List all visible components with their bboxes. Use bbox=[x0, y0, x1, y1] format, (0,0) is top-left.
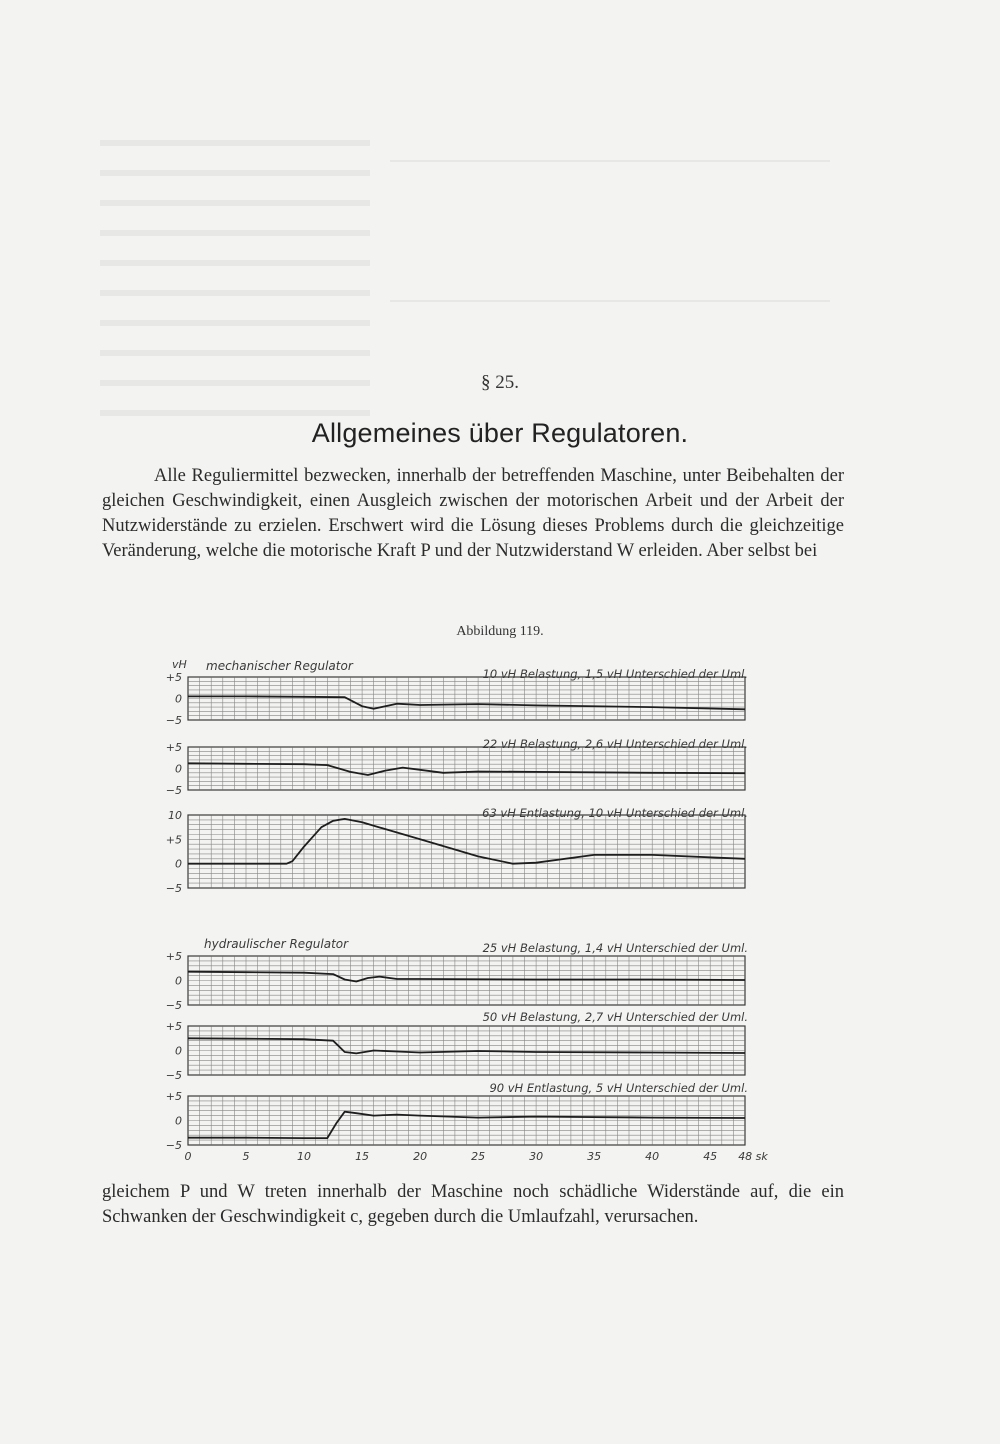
y-tick-label: 0 bbox=[175, 1114, 182, 1128]
y-tick-label: +5 bbox=[165, 1020, 182, 1033]
y-tick-label: +5 bbox=[165, 833, 182, 847]
paragraph-2: gleichem P und W treten innerhalb der Maschine noch schädliche Widerstände auf, die ein Schwanken der Geschwindigkeit c, gegeben durch die Umlaufzahl, verursachen. bbox=[102, 1182, 844, 1227]
y-tick-label: +5 bbox=[165, 741, 182, 754]
group-label: mechanischer Regulator bbox=[206, 659, 353, 673]
y-tick-label: 0 bbox=[175, 762, 182, 776]
panel-annotation: 50 vH Belastung, 2,7 vH Unterschied der Uml. bbox=[482, 1010, 748, 1024]
y-tick-label: 0 bbox=[175, 974, 182, 988]
section-number: § 25. bbox=[481, 372, 519, 393]
panel-gridlines bbox=[188, 815, 745, 888]
y-unit-label: vH bbox=[172, 658, 187, 671]
x-tick-label: 35 bbox=[587, 1150, 602, 1163]
panel-annotation: 22 vH Belastung, 2,6 vH Unterschied der Uml. bbox=[482, 737, 748, 751]
panel-annotation: 25 vH Belastung, 1,4 vH Unterschied der Uml. bbox=[482, 941, 748, 955]
y-tick-label: −5 bbox=[165, 882, 182, 895]
figure-caption: Abbildung 119. bbox=[456, 624, 544, 639]
y-tick-label: 0 bbox=[175, 692, 182, 706]
y-tick-label: −5 bbox=[165, 1069, 182, 1082]
group-label: hydraulischer Regulator bbox=[204, 937, 349, 951]
x-tick-label: 20 bbox=[413, 1150, 428, 1163]
x-tick-label: 48 sk bbox=[738, 1150, 768, 1163]
x-tick-label: 5 bbox=[242, 1150, 250, 1163]
y-tick-label: −5 bbox=[165, 784, 182, 797]
y-tick-label: +5 bbox=[165, 1090, 182, 1103]
y-tick-label: −5 bbox=[165, 1139, 182, 1152]
x-tick-label: 10 bbox=[297, 1150, 312, 1163]
y-tick-label: +5 bbox=[165, 950, 182, 963]
y-tick-label: 10 bbox=[168, 809, 182, 822]
panel-gridlines bbox=[188, 747, 745, 790]
x-tick-label: 15 bbox=[355, 1150, 370, 1163]
x-tick-label: 45 bbox=[703, 1150, 718, 1163]
panel-annotation: 63 vH Entlastung, 10 vH Unterschied der Uml. bbox=[482, 806, 748, 820]
y-tick-label: +5 bbox=[165, 671, 182, 684]
x-tick-label: 0 bbox=[184, 1150, 192, 1163]
x-tick-label: 25 bbox=[471, 1150, 486, 1163]
panel-gridlines bbox=[188, 956, 745, 1005]
panel-gridlines bbox=[188, 677, 745, 720]
x-tick-label: 40 bbox=[645, 1150, 660, 1163]
panel-annotation: 90 vH Entlastung, 5 vH Unterschied der Uml. bbox=[489, 1081, 748, 1095]
x-tick-label: 30 bbox=[529, 1150, 544, 1163]
paragraph-1: Alle Reguliermittel bezwecken, innerhalb der betreffenden Maschine, unter Beibehalten der gleichen Geschwindigkeit, einen Ausgleich zwischen der motorischen Arbeit und der Arbeit der Nutzwiderstände zu erzielen. Erschwert wird die Lösung dieses Problems durch die gleichzeitige Veränderung, welche die motorische Kraft P und der Nutzwiderstand W erleiden. Aber selbst bei bbox=[102, 466, 844, 561]
panel-annotation: 10 vH Belastung, 1,5 vH Unterschied der Uml. bbox=[482, 667, 748, 681]
y-tick-label: −5 bbox=[165, 714, 182, 727]
y-tick-label: 0 bbox=[175, 1044, 182, 1058]
y-tick-label: 0 bbox=[175, 857, 182, 871]
page-title: Allgemeines über Regulatoren. bbox=[311, 418, 689, 448]
y-tick-label: −5 bbox=[165, 999, 182, 1012]
